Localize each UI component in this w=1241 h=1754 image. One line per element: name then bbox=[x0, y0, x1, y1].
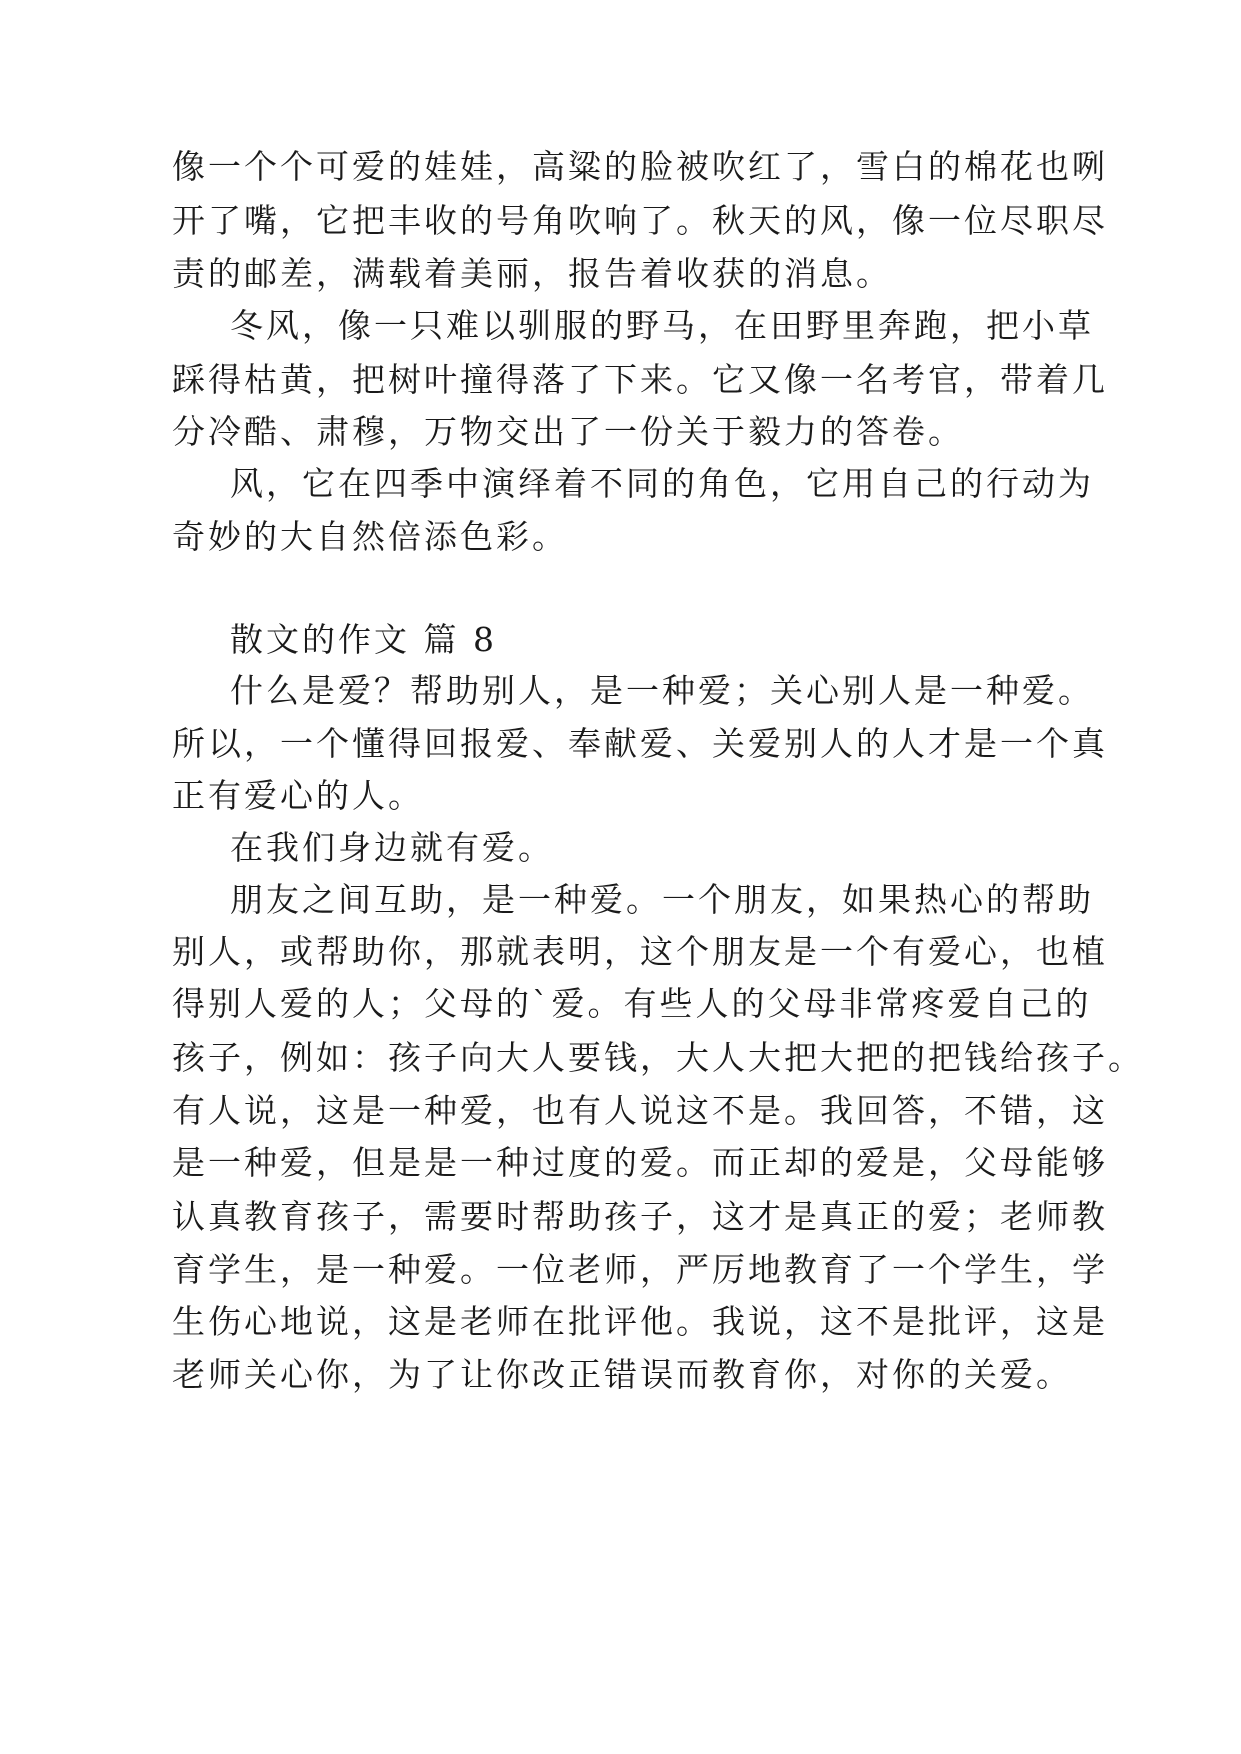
text-line: 生伤心地说，这是老师在批评他。我说，这不是批评，这是 bbox=[172, 1302, 1108, 1341]
text-line: 孩子，例如：孩子向大人要钱，大人大把大把的把钱给孩子。 bbox=[172, 1038, 1144, 1077]
text-line: 像一个个可爱的娃娃，高粱的脸被吹红了，雪白的棉花也咧 bbox=[172, 147, 1108, 186]
text-line: 朋友之间互助，是一种爱。一个朋友，如果热心的帮助 bbox=[230, 880, 1094, 919]
text-line: 得别人爱的人；父母的`爱。有些人的父母非常疼爱自己的 bbox=[172, 984, 1092, 1023]
text-line: 奇妙的大自然倍添色彩。 bbox=[172, 517, 568, 556]
text-line: 冬风，像一只难以驯服的野马，在田野里奔跑，把小草 bbox=[230, 306, 1094, 345]
text-line: 老师关心你，为了让你改正错误而教育你，对你的关爱。 bbox=[172, 1355, 1072, 1394]
text-line: 踩得枯黄，把树叶撞得落了下来。它又像一名考官，带着几 bbox=[172, 360, 1108, 399]
text-line: 别人，或帮助你，那就表明，这个朋友是一个有爱心，也植 bbox=[172, 932, 1108, 971]
text-line: 开了嘴，它把丰收的号角吹响了。秋天的风，像一位尽职尽 bbox=[172, 201, 1108, 240]
text-line: 什么是爱？帮助别人，是一种爱；关心别人是一种爱。 bbox=[230, 671, 1094, 710]
text-line: 育学生，是一种爱。一位老师，严厉地教育了一个学生，学 bbox=[172, 1250, 1108, 1289]
text-line: 有人说，这是一种爱，也有人说这不是。我回答，不错，这 bbox=[172, 1091, 1108, 1130]
text-line: 风，它在四季中演绎着不同的角色，它用自己的行动为 bbox=[230, 464, 1094, 503]
text-line: 是一种爱，但是是一种过度的爱。而正却的爱是，父母能够 bbox=[172, 1143, 1108, 1182]
text-line: 责的邮差，满载着美丽，报告着收获的消息。 bbox=[172, 254, 892, 293]
section-heading: 散文的作文 篇 8 bbox=[230, 620, 497, 659]
text-line: 所以，一个懂得回报爱、奉献爱、关爱别人的人才是一个真 bbox=[172, 724, 1108, 763]
text-line: 正有爱心的人。 bbox=[172, 776, 424, 815]
text-line: 分冷酷、肃穆，万物交出了一份关于毅力的答卷。 bbox=[172, 412, 964, 451]
text-line: 在我们身边就有爱。 bbox=[230, 828, 554, 867]
text-line: 认真教育孩子，需要时帮助孩子，这才是真正的爱；老师教 bbox=[172, 1197, 1108, 1236]
